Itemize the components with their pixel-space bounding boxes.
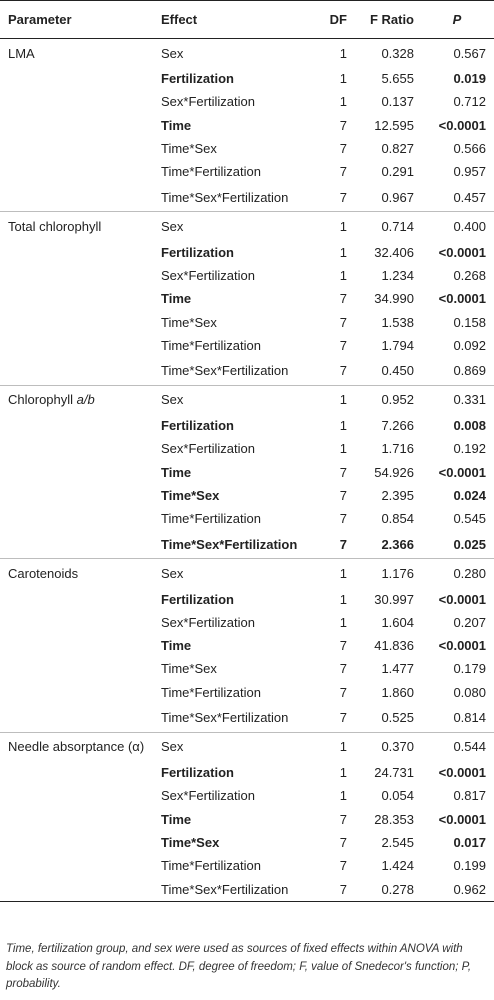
effect-cell: Time <box>161 638 192 654</box>
f-ratio-cell: 0.854 <box>381 511 414 527</box>
f-ratio-cell: 0.370 <box>381 739 414 755</box>
p-value-cell: <0.0001 <box>438 117 486 133</box>
effect-cell: Time <box>161 117 192 133</box>
table-row <box>0 385 494 414</box>
effect-cell: Fertilization <box>161 244 234 260</box>
effect-cell: Time <box>161 464 192 480</box>
table-row <box>0 657 494 680</box>
p-value-cell: 0.869 <box>420 357 494 386</box>
table-row <box>0 90 494 113</box>
p-value-cell: <0.0001 <box>438 638 486 654</box>
effect-cell: Sex*Fertilization <box>161 267 255 283</box>
df-cell: 7 <box>339 811 347 827</box>
p-value-cell: 0.331 <box>453 392 486 408</box>
table-row <box>0 461 494 484</box>
effect-cell: Time <box>161 291 192 307</box>
parameter-cell <box>0 808 153 831</box>
table-row <box>0 507 494 530</box>
effect-cell: Time*Sex <box>161 314 217 330</box>
f-ratio-cell: 1.538 <box>381 314 414 330</box>
f-ratio-cell: 2.545 <box>381 834 414 850</box>
parameter-cell: LMA <box>8 45 35 61</box>
f-ratio-cell: 0.450 <box>353 357 420 386</box>
effect-cell: Time*Fertilization <box>161 858 261 874</box>
df-cell: 7 <box>339 858 347 874</box>
table-row <box>0 484 494 507</box>
table-row <box>0 357 494 386</box>
df-cell: 1 <box>339 45 347 61</box>
parameter-cell <box>0 67 153 90</box>
f-ratio-cell: 2.395 <box>381 488 414 503</box>
p-value-cell: 0.207 <box>453 614 486 630</box>
header-p: P <box>420 1 494 39</box>
parameter-cell: Total chlorophyll <box>8 218 102 234</box>
effect-cell: Fertilization <box>161 765 234 781</box>
table-row <box>0 559 494 588</box>
table-row <box>0 784 494 807</box>
table-row <box>0 39 494 68</box>
table-row <box>0 414 494 437</box>
parameter-cell <box>0 704 153 733</box>
df-cell: 1 <box>339 71 347 87</box>
df-cell: 1 <box>339 418 347 434</box>
f-ratio-cell: 41.836 <box>374 638 414 654</box>
table-header <box>0 1 494 39</box>
table-row <box>0 437 494 460</box>
p-value-cell: 0.957 <box>453 164 486 180</box>
p-value-cell: 0.192 <box>453 441 486 457</box>
effect-cell: Sex*Fertilization <box>161 441 255 457</box>
effect-cell: Fertilization <box>161 591 234 607</box>
parameter-cell <box>0 160 153 183</box>
table-row <box>0 681 494 704</box>
f-ratio-cell: 0.827 <box>381 141 414 157</box>
effect-cell: Time*Fertilization <box>161 337 261 353</box>
table-row <box>0 587 494 610</box>
table-row <box>0 831 494 854</box>
parameter-cell <box>0 137 153 160</box>
p-value-cell: <0.0001 <box>438 591 486 607</box>
f-ratio-cell: 1.860 <box>381 684 414 700</box>
f-ratio-cell: 1.424 <box>381 858 414 874</box>
parameter-cell <box>0 831 153 854</box>
df-cell: 1 <box>339 565 347 581</box>
p-value-cell: 0.567 <box>453 45 486 61</box>
p-value-cell: 0.545 <box>453 511 486 527</box>
f-ratio-cell: 1.176 <box>381 565 414 581</box>
table-body <box>0 39 494 902</box>
parameter-cell <box>0 334 153 357</box>
p-value-cell: 0.024 <box>453 488 486 503</box>
table-row <box>0 877 494 901</box>
f-ratio-cell: 12.595 <box>374 117 414 133</box>
effect-cell: Sex <box>161 45 184 61</box>
p-value-cell: <0.0001 <box>438 765 486 781</box>
table-row <box>0 67 494 90</box>
effect-cell: Time*Sex*Fertilization <box>153 877 327 901</box>
f-ratio-cell: 0.054 <box>381 788 414 804</box>
table-row <box>0 530 494 559</box>
table-footnote: Time, fertilization group, and sex were used as sources of fixed effects within ANOVA with block as source of random effect. DF, degree of freedom; F, value of Snedecor's function; P, probability. <box>6 943 472 990</box>
df-cell: 1 <box>339 591 347 607</box>
f-ratio-cell: 0.291 <box>381 164 414 180</box>
parameter-cell <box>0 114 153 137</box>
effect-cell: Time*Fertilization <box>161 511 261 527</box>
p-value-cell: 0.817 <box>453 788 486 804</box>
df-cell: 7 <box>339 337 347 353</box>
effect-cell: Fertilization <box>161 71 234 87</box>
df-cell: 7 <box>339 141 347 157</box>
effect-cell: Time*Sex <box>161 834 220 850</box>
table-row <box>0 287 494 310</box>
df-cell: 7 <box>339 314 347 330</box>
p-value-cell: <0.0001 <box>438 291 486 307</box>
f-ratio-cell: 2.366 <box>353 530 420 559</box>
table-row <box>0 611 494 634</box>
effect-cell: Time*Sex*Fertilization <box>153 183 327 212</box>
ratio-italic: a/b <box>76 392 95 408</box>
f-ratio-cell: 1.234 <box>381 267 414 283</box>
df-cell: 1 <box>339 788 347 804</box>
effect-cell: Time*Sex*Fertilization <box>153 530 327 559</box>
p-value-cell: 0.400 <box>453 218 486 234</box>
p-value-cell: 0.179 <box>453 661 486 677</box>
parameter-cell <box>0 90 153 113</box>
parameter-cell <box>0 877 153 901</box>
f-ratio-cell: 5.655 <box>381 71 414 87</box>
parameter-cell <box>0 310 153 333</box>
table-row <box>0 761 494 784</box>
f-ratio-cell: 54.926 <box>374 464 414 480</box>
df-cell: 1 <box>339 614 347 630</box>
p-value-cell: <0.0001 <box>438 811 486 827</box>
table-row <box>0 160 494 183</box>
f-ratio-cell: 24.731 <box>374 765 414 781</box>
effect-cell: Sex <box>161 392 184 408</box>
parameter-cell <box>0 357 153 386</box>
parameter-cell <box>0 530 153 559</box>
f-ratio-cell: 34.990 <box>374 291 414 307</box>
f-ratio-cell: 1.604 <box>381 614 414 630</box>
df-cell: 1 <box>339 218 347 234</box>
effect-cell: Time*Fertilization <box>161 684 261 700</box>
df-cell: 1 <box>339 739 347 755</box>
df-cell: 7 <box>327 357 353 386</box>
p-value-cell: <0.0001 <box>438 244 486 260</box>
p-value-cell: 0.566 <box>453 141 486 157</box>
effect-cell: Time*Sex <box>161 661 217 677</box>
table-row <box>0 310 494 333</box>
df-cell: 7 <box>339 291 347 307</box>
parameter-cell <box>0 634 153 657</box>
parameter-cell <box>0 287 153 310</box>
df-cell: 7 <box>327 877 353 901</box>
f-ratio-cell: 1.477 <box>381 661 414 677</box>
table-row <box>0 854 494 877</box>
f-ratio-cell: 1.794 <box>381 337 414 353</box>
parameter-cell <box>0 761 153 784</box>
effect-cell: Time <box>161 811 192 827</box>
table-row <box>0 183 494 212</box>
header-df: DF <box>327 1 353 39</box>
table-row <box>0 634 494 657</box>
p-value-cell: 0.712 <box>453 94 486 110</box>
parameter-cell <box>0 587 153 610</box>
p-value-cell: 0.962 <box>420 877 494 901</box>
p-value-cell: 0.019 <box>453 71 486 87</box>
f-ratio-cell: 30.997 <box>374 591 414 607</box>
parameter-cell <box>0 611 153 634</box>
parameter-cell <box>0 854 153 877</box>
f-ratio-cell: 28.353 <box>374 811 414 827</box>
p-value-cell: 0.280 <box>453 565 486 581</box>
df-cell: 1 <box>339 392 347 408</box>
f-ratio-cell: 0.278 <box>353 877 420 901</box>
p-value-cell: 0.199 <box>453 858 486 874</box>
parameter-cell <box>0 784 153 807</box>
df-cell: 7 <box>339 511 347 527</box>
df-cell: 7 <box>339 488 347 503</box>
p-value-cell: 0.092 <box>453 337 486 353</box>
df-cell: 7 <box>327 530 353 559</box>
parameter-cell: Carotenoids <box>8 565 79 581</box>
p-value-cell: 0.008 <box>453 418 486 434</box>
p-value-cell: 0.080 <box>453 684 486 700</box>
table-row <box>0 137 494 160</box>
df-cell: 1 <box>339 267 347 283</box>
parameter-cell: Needle absorptance (α) <box>8 739 145 755</box>
table-row <box>0 264 494 287</box>
parameter-cell <box>0 657 153 680</box>
effect-cell: Time*Sex <box>161 141 217 157</box>
header-parameter: Parameter <box>0 1 153 39</box>
df-cell: 7 <box>339 684 347 700</box>
p-value-cell: 0.544 <box>453 739 486 755</box>
parameter-cell <box>0 484 153 507</box>
f-ratio-cell: 0.137 <box>381 94 414 110</box>
effect-cell: Time*Sex <box>161 488 220 503</box>
table-row <box>0 808 494 831</box>
f-ratio-cell: 0.967 <box>353 183 420 212</box>
effect-cell: Sex*Fertilization <box>161 788 255 804</box>
p-value-cell: 0.268 <box>453 267 486 283</box>
effect-cell: Fertilization <box>161 418 234 434</box>
effect-cell: Sex <box>161 565 184 581</box>
f-ratio-cell: 0.714 <box>381 218 414 234</box>
df-cell: 7 <box>327 704 353 733</box>
parameter-cell <box>0 183 153 212</box>
parameter-cell <box>0 461 153 484</box>
df-cell: 7 <box>339 638 347 654</box>
table-row <box>0 334 494 357</box>
df-cell: 1 <box>339 441 347 457</box>
effect-cell: Time*Fertilization <box>161 164 261 180</box>
effect-cell: Time*Sex*Fertilization <box>153 704 327 733</box>
f-ratio-cell: 0.952 <box>381 392 414 408</box>
parameter-cell <box>0 240 153 263</box>
df-cell: 7 <box>339 834 347 850</box>
f-ratio-cell: 32.406 <box>374 244 414 260</box>
table-row <box>0 704 494 733</box>
effect-cell: Sex <box>161 218 184 234</box>
df-cell: 7 <box>339 117 347 133</box>
df-cell: 7 <box>327 183 353 212</box>
parameter-cell <box>0 681 153 704</box>
df-cell: 1 <box>339 94 347 110</box>
table-row <box>0 240 494 263</box>
effect-cell: Sex*Fertilization <box>161 94 255 110</box>
f-ratio-cell: 1.716 <box>381 441 414 457</box>
p-value-cell: 0.017 <box>453 834 486 850</box>
f-ratio-cell: 7.266 <box>381 418 414 434</box>
f-ratio-cell: 0.328 <box>381 45 414 61</box>
parameter-cell: Chlorophyll a/b <box>8 392 95 408</box>
f-ratio-cell: 0.525 <box>353 704 420 733</box>
df-cell: 1 <box>339 244 347 260</box>
table-row <box>0 114 494 137</box>
p-value-cell: 0.025 <box>420 530 494 559</box>
p-value-cell: <0.0001 <box>438 464 486 480</box>
header-f-ratio: F Ratio <box>353 1 420 39</box>
table-row <box>0 732 494 761</box>
table-row <box>0 212 494 241</box>
df-cell: 7 <box>339 661 347 677</box>
parameter-cell <box>0 437 153 460</box>
p-value-cell: 0.457 <box>420 183 494 212</box>
parameter-cell <box>0 414 153 437</box>
effect-cell: Sex*Fertilization <box>161 614 255 630</box>
effect-cell: Time*Sex*Fertilization <box>153 357 327 386</box>
df-cell: 7 <box>339 464 347 480</box>
parameter-cell <box>0 507 153 530</box>
parameter-cell <box>0 264 153 287</box>
effect-cell: Sex <box>161 739 184 755</box>
p-value-cell: 0.814 <box>420 704 494 733</box>
header-effect: Effect <box>153 1 327 39</box>
df-cell: 7 <box>339 164 347 180</box>
df-cell: 1 <box>339 765 347 781</box>
p-value-cell: 0.158 <box>453 314 486 330</box>
